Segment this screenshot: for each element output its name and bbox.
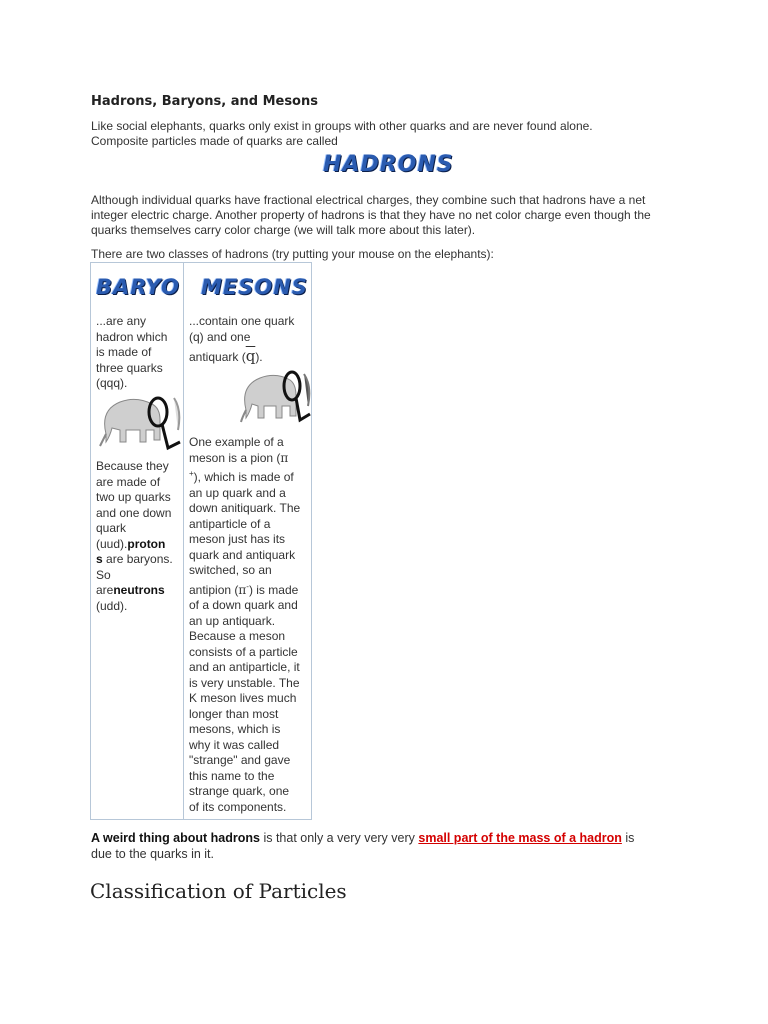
plus-sup: + bbox=[189, 469, 194, 478]
baryons-desc-line: (qqq). bbox=[96, 376, 128, 390]
intro-line-1: Like social elephants, quarks only exist in groups with other quarks and are never found alone. bbox=[91, 119, 593, 133]
q-bar-symbol: $\overline{q}$ bbox=[245, 347, 256, 365]
pion-line: an up quark and a bbox=[189, 485, 286, 500]
baryons-body-line: two up quarks bbox=[96, 490, 171, 504]
para2-line-2: integer electric charge. Another property of hadrons is that they have no net color charge even though the bbox=[91, 208, 651, 222]
protons-line-2 bbox=[96, 552, 182, 568]
weird-bold: A weird thing about hadrons bbox=[91, 831, 260, 845]
pion-line: down anitiquark. The bbox=[189, 501, 301, 515]
meson-para-line: strange quark, one bbox=[189, 784, 290, 798]
baryons-logo: BARYO bbox=[96, 275, 180, 299]
antipion-line bbox=[189, 579, 311, 599]
meson-para-line: "strange" and gave bbox=[189, 753, 291, 767]
mesons-desc-line: ...contain one quark bbox=[189, 314, 295, 328]
pion-example bbox=[189, 435, 311, 629]
minus-sup: - bbox=[246, 581, 249, 591]
classification-heading: Classification of Particles bbox=[90, 879, 347, 903]
weird-line-1 bbox=[91, 831, 691, 846]
para2-line-3: quarks themselves carry color charge (we will talk more about this later). bbox=[91, 223, 476, 237]
meson-elephant-image[interactable] bbox=[238, 366, 312, 428]
pion-line-3 bbox=[189, 466, 311, 486]
so-text: So bbox=[96, 567, 111, 582]
para2-line-1: Although individual quarks have fractional electrical charges, they combine such that hadrons have a net bbox=[91, 193, 646, 207]
hadrons-logo: HADRONS bbox=[323, 152, 454, 177]
pi-symbol-2: π bbox=[238, 582, 247, 597]
meson-para-line: is very unstable. The bbox=[189, 675, 300, 690]
meson-para-line: this name to the bbox=[189, 768, 275, 783]
baryon-elephant-image[interactable] bbox=[96, 390, 182, 452]
protons-bold: proton bbox=[127, 536, 166, 551]
pion-line: antiparticle of a bbox=[189, 516, 271, 531]
mesons-logo: MESONS bbox=[201, 275, 308, 299]
baryons-description bbox=[96, 314, 182, 392]
meson-para-line: why it was called bbox=[189, 737, 280, 752]
intro-line-2: Composite particles made of quarks are called bbox=[91, 134, 338, 148]
weird-text-2: is bbox=[621, 831, 635, 845]
weird-line-2: due to the quarks in it. bbox=[91, 847, 214, 861]
are-text: are bbox=[96, 583, 114, 597]
pi-symbol: π bbox=[280, 450, 289, 465]
antiquark-label: antiquark ( bbox=[189, 350, 246, 364]
meson-para-line: mesons, which is bbox=[189, 722, 281, 736]
mass-of-hadron-link[interactable]: small part of the mass of a hadron bbox=[418, 831, 622, 845]
antiquark-end: ). bbox=[255, 350, 263, 364]
mesons-description bbox=[189, 314, 311, 366]
weird-text-1: is that only a very very very bbox=[259, 831, 419, 845]
pion-line-2 bbox=[189, 451, 311, 467]
meson-para-line: of its components. bbox=[189, 799, 287, 814]
meson-stability-paragraph bbox=[189, 629, 311, 815]
pion-line: switched, so an bbox=[189, 563, 272, 577]
pion-line-1: One example of a bbox=[189, 435, 284, 449]
protons-line bbox=[96, 537, 182, 553]
para3: There are two classes of hadrons (try putting your mouse on the elephants): bbox=[91, 247, 494, 261]
pion-line: meson just has its bbox=[189, 532, 286, 546]
meson-para-line: Because a meson bbox=[189, 629, 286, 643]
meson-para-line: and an antiparticle, it bbox=[189, 660, 300, 674]
baryons-body-line: quark bbox=[96, 521, 127, 535]
pion-made-of: ), which is made of bbox=[193, 470, 294, 484]
baryons-desc-line: ...are any bbox=[96, 314, 147, 328]
protons-bold-s: s bbox=[96, 552, 103, 566]
table-column-divider bbox=[183, 262, 184, 820]
pion-tail-line: of a down quark and bbox=[189, 598, 298, 612]
pion-line: quark and antiquark bbox=[189, 547, 296, 562]
pion-tail-line: an up antiquark. bbox=[189, 613, 276, 628]
antipion-text: antipion ( bbox=[189, 582, 239, 597]
antiquark-line bbox=[189, 349, 311, 366]
udd-text: (udd). bbox=[96, 598, 128, 613]
meson-para-line: consists of a particle bbox=[189, 644, 298, 659]
baryons-desc-line: hadron which bbox=[96, 329, 168, 344]
baryons-desc-line: three quarks bbox=[96, 360, 163, 375]
mesons-desc-line: (q) and one bbox=[189, 329, 251, 344]
meson-para-line: longer than most bbox=[189, 706, 279, 721]
baryons-body-line: are made of bbox=[96, 474, 161, 489]
neutrons-bold: neutrons bbox=[113, 583, 165, 597]
neutrons-line bbox=[96, 583, 182, 599]
baryons-desc-line: is made of bbox=[96, 345, 152, 359]
are-baryons-text: are baryons. bbox=[102, 552, 173, 566]
uud-text: (uud). bbox=[96, 536, 128, 551]
antipion-made: ) is made bbox=[248, 582, 299, 597]
baryons-body-line: Because they bbox=[96, 459, 169, 473]
baryons-body-line: and one down bbox=[96, 505, 172, 520]
pion-text: meson is a pion ( bbox=[189, 450, 281, 465]
baryons-body bbox=[96, 459, 182, 614]
section-title: Hadrons, Baryons, and Mesons bbox=[91, 94, 318, 109]
meson-para-line: K meson lives much bbox=[189, 691, 297, 705]
